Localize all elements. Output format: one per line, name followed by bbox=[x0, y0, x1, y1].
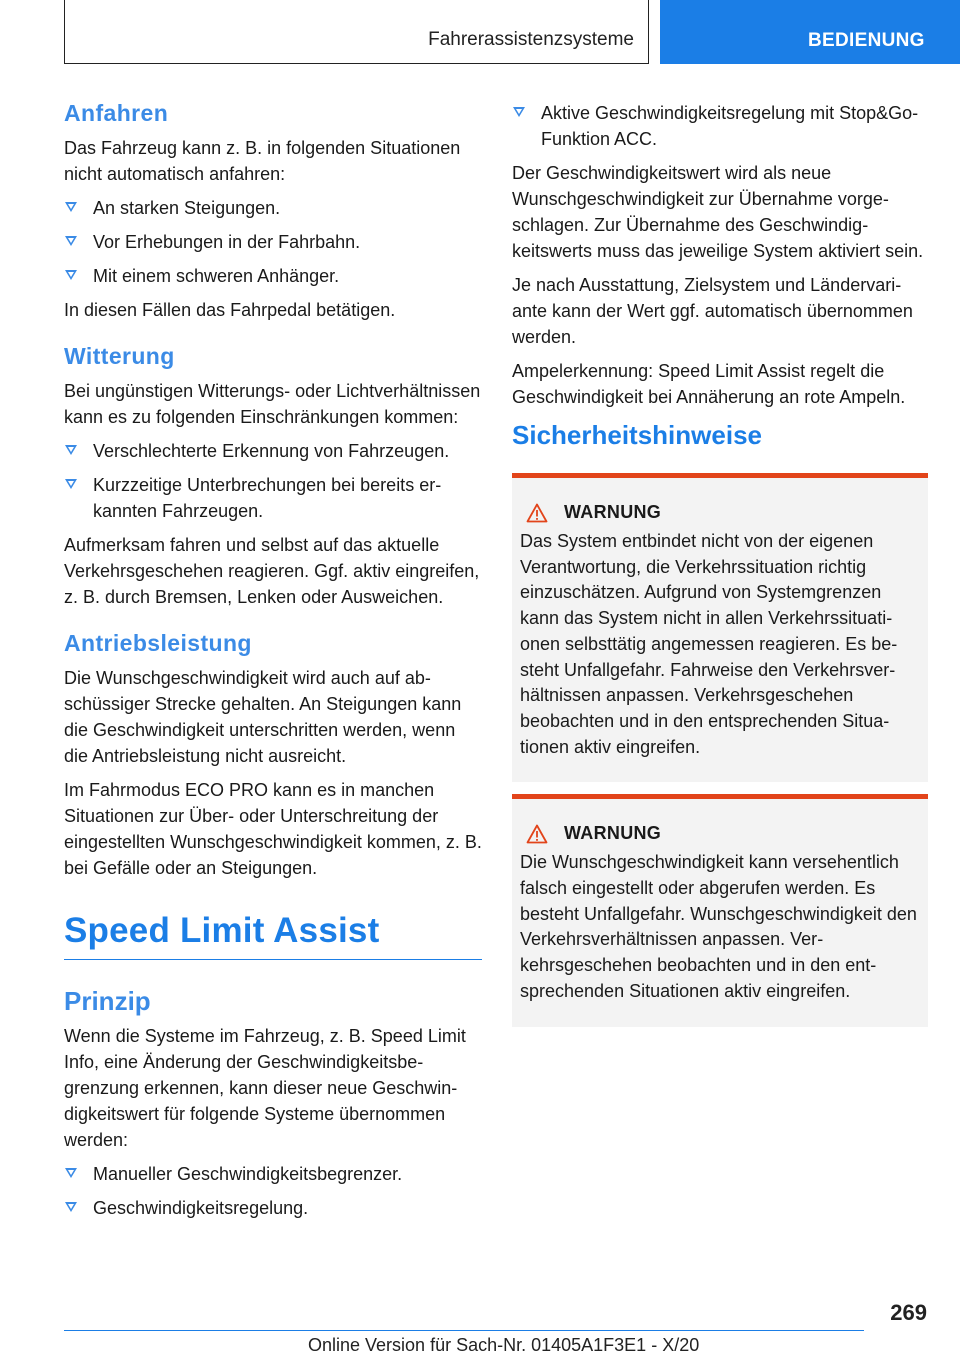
witterung-list bbox=[64, 438, 482, 524]
sla-paragraph-1: Der Geschwindigkeitswert wird als neue Wunschgeschwindigkeit zur Übernahme vorgeschlagen. Zur Übernahme des Geschwindigkeitswerts muss das jeweilige System aktiviert sein. bbox=[512, 163, 924, 261]
antrieb-paragraph-1: Die Wunschgeschwindigkeit wird auch auf abschüssiger Strecke gehalten. An Steigungen kann die Geschwindigkeit unterschritten werden, wenn die Antriebsleistung nicht ausreicht. bbox=[64, 668, 462, 766]
bullet-triangle-icon bbox=[65, 236, 77, 246]
list-item: Geschwindigkeitsregelung. bbox=[64, 1195, 482, 1221]
warning-text: Das System entbindet nicht von der eigenen Verantwortung, die Verkehrssituation richtig einzuschätzen. Aufgrund von Systemgrenzen kann das System nicht in allen Verkehrssituationen selbsttätig angemessen reagieren. Es besteht Unfallgefahr. Fahrweise den Verkehrsverhältnissen anpassen. Verkehrsgeschehen beobachten und in den entsprechenden Situationen aktiv eingreifen. bbox=[520, 531, 898, 757]
witterung-outro: Aufmerksam fahren und selbst auf das aktuelle Verkehrsgeschehen reagieren. Ggf. aktiv eingreifen, z. B. durch Bremsen, Lenken oder Ausweichen. bbox=[64, 535, 480, 607]
header-chapter-title: BEDIENUNG bbox=[808, 30, 925, 51]
prinzip-heading: Prinzip bbox=[64, 986, 151, 1016]
warning-title: WARNUNG bbox=[564, 502, 662, 522]
bullet-triangle-icon bbox=[65, 1202, 77, 1212]
bullet-triangle-icon bbox=[65, 202, 77, 212]
page-number: 269 bbox=[890, 1300, 927, 1325]
header-section-tab bbox=[64, 0, 649, 64]
bullet-triangle-icon bbox=[513, 107, 525, 117]
antrieb-paragraph-2: Im Fahrmodus ECO PRO kann es in manchen Situationen zur Über- oder Unterschreitung der eingestellten Wunschgeschwindigkeit kommen, z. B. bei Gefälle oder an Steigungen. bbox=[64, 780, 482, 878]
footer-divider bbox=[64, 1330, 864, 1331]
bullet-triangle-icon bbox=[65, 1168, 77, 1178]
warning-box bbox=[512, 794, 928, 1026]
prinzip-intro: Wenn die Systeme im Fahrzeug, z. B. Speed Limit Info, eine Änderung der Geschwindigkeitsbegrenzung erkennen, kann dieser neue Geschwindigkeitswert für folgende Systeme übernommen werden: bbox=[64, 1026, 466, 1150]
list-item: Vor Erhebungen in der Fahrbahn. bbox=[64, 229, 482, 255]
warning-title-row bbox=[520, 502, 920, 523]
list-item: Kurzzeitige Unterbrechungen bei bereits erkannten Fahrzeugen. bbox=[64, 472, 482, 524]
list-item: Manueller Geschwindigkeitsbegrenzer. bbox=[64, 1161, 482, 1187]
list-item: An starken Steigungen. bbox=[64, 195, 482, 221]
bullet-triangle-icon bbox=[65, 479, 77, 489]
bullet-triangle-icon bbox=[65, 445, 77, 455]
sla-paragraph-2: Je nach Ausstattung, Zielsystem und Ländervariante kann der Wert ggf. automatisch übernommen werden. bbox=[512, 275, 913, 347]
antrieb-heading: Antriebsleistung bbox=[64, 630, 252, 656]
list-item: Mit einem schweren Anhänger. bbox=[64, 263, 482, 289]
anfahren-list bbox=[64, 195, 482, 289]
anfahren-heading: Anfahren bbox=[64, 100, 169, 126]
witterung-intro: Bei ungünstigen Witterungs- oder Lichtverhältnissen kann es zu folgenden Einschränkungen kommen: bbox=[64, 381, 481, 427]
sla-paragraph-3: Ampelerkennung: Speed Limit Assist regelt die Geschwindigkeit bei Annäherung an rote Ampeln. bbox=[512, 361, 906, 407]
prinzip-list bbox=[64, 1161, 482, 1221]
left-column bbox=[64, 100, 482, 1229]
safety-heading: Sicherheitshinweise bbox=[512, 420, 762, 450]
prinzip-list-continued bbox=[512, 100, 928, 152]
list-item: Verschlechterte Erkennung von Fahrzeugen. bbox=[64, 438, 482, 464]
warning-triangle-icon bbox=[526, 824, 548, 844]
speed-limit-assist-title: Speed Limit Assist bbox=[64, 911, 482, 960]
witterung-heading: Witterung bbox=[64, 343, 175, 369]
warning-box bbox=[512, 473, 928, 782]
right-column bbox=[512, 100, 928, 1039]
warning-title: WARNUNG bbox=[564, 823, 662, 844]
list-item: Aktive Geschwindigkeitsregelung mit Stop&Go-Funktion ACC. bbox=[512, 100, 928, 152]
bullet-triangle-icon bbox=[65, 270, 77, 280]
anfahren-intro: Das Fahrzeug kann z. B. in folgenden Situationen nicht automatisch anfahren: bbox=[64, 138, 461, 184]
warning-triangle-icon bbox=[526, 503, 548, 523]
header-section-title: Fahrerassistenzsysteme bbox=[428, 29, 634, 50]
warning-text: Die Wunschgeschwindigkeit kann versehentlich falsch eingestellt oder abgerufen werden. Es besteht Unfallgefahr. Wunschgeschwindigkeit den Verkehrsverhältnissen anpassen. Verkehrsgeschehen beobachten und in den entsprechenden Situationen aktiv eingreifen. bbox=[520, 852, 917, 1001]
warning-title-row bbox=[520, 823, 920, 844]
header-chapter-tab bbox=[660, 0, 960, 64]
anfahren-outro: In diesen Fällen das Fahrpedal betätigen. bbox=[64, 300, 396, 320]
footer-text: Online Version für Sach-Nr. 01405A1F3E1 - X/20 bbox=[308, 1335, 700, 1355]
